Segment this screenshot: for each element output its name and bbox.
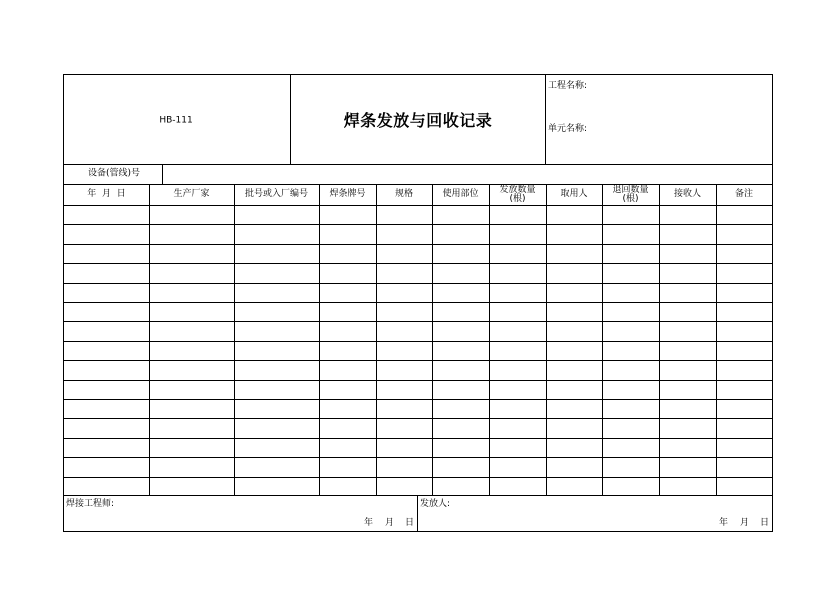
form-title: 焊条发放与回收记录: [343, 111, 493, 130]
table-cell[interactable]: [320, 264, 375, 281]
column-header: [319, 184, 376, 205]
table-cell[interactable]: [547, 381, 601, 398]
unit-name-label: 单元名称:: [548, 124, 588, 134]
table-cell[interactable]: [235, 419, 318, 436]
table-cell[interactable]: [320, 361, 375, 378]
project-name-label: 工程名称:: [548, 81, 588, 91]
table-cell[interactable]: [490, 419, 545, 436]
table-cell[interactable]: [65, 245, 148, 262]
table-cell[interactable]: [320, 284, 375, 301]
table-cell[interactable]: [433, 419, 488, 436]
table-cell[interactable]: [660, 303, 715, 320]
table-cell[interactable]: [490, 225, 545, 242]
table-cell[interactable]: [717, 225, 771, 242]
table-cell[interactable]: [65, 284, 148, 301]
table-cell[interactable]: [235, 245, 318, 262]
engineer-month-label: 月: [385, 518, 395, 528]
column-header: [376, 184, 432, 205]
table-cell[interactable]: [603, 400, 658, 417]
table-cell[interactable]: [150, 264, 233, 281]
table-cell[interactable]: [490, 342, 545, 359]
table-cell[interactable]: [65, 322, 148, 339]
table-cell[interactable]: [377, 206, 431, 223]
table-cell[interactable]: [490, 245, 545, 262]
table-cell[interactable]: [547, 322, 601, 339]
table-cell[interactable]: [377, 303, 431, 320]
table-cell[interactable]: [320, 225, 375, 242]
table-cell[interactable]: [377, 264, 431, 281]
table-cell[interactable]: [547, 419, 601, 436]
table-cell[interactable]: [660, 381, 715, 398]
table-cell[interactable]: [235, 303, 318, 320]
engineer-year-label: 年: [364, 518, 374, 528]
table-cell[interactable]: [660, 361, 715, 378]
table-cell[interactable]: [603, 303, 658, 320]
table-cell[interactable]: [603, 439, 658, 456]
table-cell[interactable]: [150, 400, 233, 417]
column-header: [489, 184, 546, 205]
table-cell[interactable]: [660, 206, 715, 223]
table-cell[interactable]: [603, 478, 658, 495]
equipment-number-label: 设备(管线)号: [87, 168, 141, 179]
table-cell[interactable]: [717, 303, 771, 320]
table-cell[interactable]: [235, 206, 318, 223]
table-cell[interactable]: [433, 478, 488, 495]
issuer-year-label: 年: [719, 518, 729, 528]
table-cell[interactable]: [150, 361, 233, 378]
table-cell[interactable]: [660, 264, 715, 281]
table-cell[interactable]: [320, 419, 375, 436]
table-cell[interactable]: [377, 361, 431, 378]
table-cell[interactable]: [433, 206, 488, 223]
table-cell[interactable]: [547, 206, 601, 223]
table-cell[interactable]: [235, 381, 318, 398]
table-cell[interactable]: [377, 419, 431, 436]
table-cell[interactable]: [235, 225, 318, 242]
table-cell[interactable]: [235, 342, 318, 359]
table-cell[interactable]: [320, 439, 375, 456]
column-header: [716, 184, 772, 205]
table-cell[interactable]: [603, 342, 658, 359]
table-cell[interactable]: [660, 245, 715, 262]
column-header-label: 发放数量: [499, 184, 536, 195]
table-cell[interactable]: [65, 206, 148, 223]
table-cell[interactable]: [547, 361, 601, 378]
table-cell[interactable]: [433, 439, 488, 456]
table-cell[interactable]: [717, 439, 771, 456]
table-cell[interactable]: [235, 400, 318, 417]
table-cell[interactable]: [433, 381, 488, 398]
table-cell[interactable]: [235, 284, 318, 301]
table-cell[interactable]: [717, 361, 771, 378]
issuer-day-label: 日: [760, 518, 770, 528]
table-cell[interactable]: [320, 206, 375, 223]
column-header-label: 接收人: [673, 189, 701, 199]
table-cell[interactable]: [490, 478, 545, 495]
table-cell[interactable]: [320, 478, 375, 495]
table-cell[interactable]: [603, 322, 658, 339]
column-header: [149, 184, 234, 205]
table-cell[interactable]: [320, 458, 375, 475]
table-cell[interactable]: [490, 400, 545, 417]
table-cell[interactable]: [547, 284, 601, 301]
footer-top: [64, 495, 772, 496]
form-code: HB-111: [159, 115, 193, 126]
table-cell[interactable]: [65, 264, 148, 281]
table-cell[interactable]: [320, 342, 375, 359]
table-cell[interactable]: [660, 225, 715, 242]
table-cell[interactable]: [490, 264, 545, 281]
table-cell[interactable]: [547, 342, 601, 359]
column-header: [432, 184, 489, 205]
engineer-day-label: 日: [405, 518, 415, 528]
table-cell[interactable]: [433, 245, 488, 262]
table-cell[interactable]: [150, 206, 233, 223]
table-cell[interactable]: [235, 478, 318, 495]
table-cell[interactable]: [377, 342, 431, 359]
table-cell[interactable]: [150, 322, 233, 339]
table-cell[interactable]: [603, 458, 658, 475]
table-cell[interactable]: [150, 419, 233, 436]
column-header-label: 备注: [734, 189, 753, 199]
table-cell[interactable]: [660, 458, 715, 475]
column-header: [602, 184, 659, 205]
table-cell[interactable]: [65, 419, 148, 436]
table-cell[interactable]: [320, 381, 375, 398]
table-cell[interactable]: [547, 400, 601, 417]
table-cell[interactable]: [320, 303, 375, 320]
table-cell[interactable]: [150, 303, 233, 320]
table-cell[interactable]: [547, 439, 601, 456]
column-header-unit: (根): [509, 193, 526, 204]
column-header: [234, 184, 319, 205]
table-cell[interactable]: [603, 419, 658, 436]
column-header-unit: (根): [622, 193, 639, 204]
table-cell[interactable]: [150, 381, 233, 398]
table-cell[interactable]: [660, 342, 715, 359]
table-cell[interactable]: [547, 245, 601, 262]
table-cell[interactable]: [490, 284, 545, 301]
table-cell[interactable]: [490, 206, 545, 223]
table-cell[interactable]: [547, 225, 601, 242]
table-cell[interactable]: [235, 264, 318, 281]
table-cell[interactable]: [603, 245, 658, 262]
table-cell[interactable]: [377, 284, 431, 301]
table-cell[interactable]: [235, 458, 318, 475]
welding-engineer-label: 焊接工程师:: [66, 499, 115, 509]
header-divider-2: [545, 75, 546, 164]
table-cell[interactable]: [717, 478, 771, 495]
table-cell[interactable]: [490, 303, 545, 320]
table-cell[interactable]: [433, 264, 488, 281]
table-cell[interactable]: [547, 458, 601, 475]
table-cell[interactable]: [433, 458, 488, 475]
table-cell[interactable]: [660, 439, 715, 456]
table-cell[interactable]: [660, 322, 715, 339]
table-cell[interactable]: [150, 439, 233, 456]
table-cell[interactable]: [490, 381, 545, 398]
table-cell[interactable]: [65, 303, 148, 320]
column-header-label: 批号或入厂编号: [244, 189, 308, 199]
table-cell[interactable]: [717, 400, 771, 417]
table-cell[interactable]: [377, 225, 431, 242]
table-cell[interactable]: [490, 439, 545, 456]
form-sheet: [63, 74, 773, 532]
table-cell[interactable]: [717, 419, 771, 436]
column-header-label: 取用人: [560, 189, 588, 199]
table-cell[interactable]: [717, 264, 771, 281]
table-cell[interactable]: [660, 284, 715, 301]
column-header: [659, 184, 716, 205]
issuer-label: 发放人:: [420, 499, 451, 509]
table-cell[interactable]: [433, 400, 488, 417]
table-cell[interactable]: [150, 478, 233, 495]
table-cell[interactable]: [717, 458, 771, 475]
table-cell[interactable]: [490, 458, 545, 475]
table-cell[interactable]: [433, 303, 488, 320]
table-cell[interactable]: [433, 342, 488, 359]
table-cell[interactable]: [717, 206, 771, 223]
table-cell[interactable]: [603, 264, 658, 281]
table-cell[interactable]: [377, 381, 431, 398]
table-cell[interactable]: [717, 284, 771, 301]
column-header-label: 年 月 日: [87, 189, 126, 199]
table-cell[interactable]: [65, 225, 148, 242]
table-cell[interactable]: [235, 322, 318, 339]
table-cell[interactable]: [603, 225, 658, 242]
table-cell[interactable]: [65, 400, 148, 417]
table-cell[interactable]: [65, 439, 148, 456]
table-cell[interactable]: [65, 458, 148, 475]
issuer-month-label: 月: [740, 518, 750, 528]
table-cell[interactable]: [490, 361, 545, 378]
table-cell[interactable]: [603, 284, 658, 301]
table-cell[interactable]: [490, 322, 545, 339]
footer-divider: [417, 495, 418, 532]
table-cell[interactable]: [235, 361, 318, 378]
table-cell[interactable]: [150, 458, 233, 475]
column-header-label: 使用部位: [442, 189, 479, 199]
table-cell[interactable]: [717, 342, 771, 359]
header-divider-1: [290, 75, 291, 164]
table-cell[interactable]: [377, 458, 431, 475]
table-cell[interactable]: [65, 342, 148, 359]
table-cell[interactable]: [235, 439, 318, 456]
table-cell[interactable]: [150, 342, 233, 359]
table-cell[interactable]: [547, 303, 601, 320]
table-cell[interactable]: [65, 361, 148, 378]
table-cell[interactable]: [547, 478, 601, 495]
table-cell[interactable]: [660, 478, 715, 495]
equipment-number-field[interactable]: [163, 165, 771, 183]
column-header-label: 焊条牌号: [329, 189, 366, 199]
column-header: [546, 184, 602, 205]
table-cell[interactable]: [377, 400, 431, 417]
table-cell[interactable]: [433, 322, 488, 339]
table-cell[interactable]: [150, 245, 233, 262]
table-cell[interactable]: [150, 284, 233, 301]
table-cell[interactable]: [660, 419, 715, 436]
column-header-label: 退回数量: [612, 184, 649, 195]
column-header: [64, 184, 149, 205]
table-cell[interactable]: [547, 264, 601, 281]
table-cell[interactable]: [433, 225, 488, 242]
table-cell[interactable]: [717, 381, 771, 398]
table-cell[interactable]: [433, 284, 488, 301]
table-cell[interactable]: [320, 245, 375, 262]
table-cell[interactable]: [603, 361, 658, 378]
table-cell[interactable]: [377, 439, 431, 456]
table-cell[interactable]: [603, 381, 658, 398]
table-cell[interactable]: [717, 245, 771, 262]
table-cell[interactable]: [65, 478, 148, 495]
column-header-label: 规格: [394, 189, 413, 199]
table-cell[interactable]: [150, 225, 233, 242]
table-cell[interactable]: [377, 245, 431, 262]
table-cell[interactable]: [320, 400, 375, 417]
table-cell[interactable]: [433, 361, 488, 378]
table-cell[interactable]: [717, 322, 771, 339]
column-header-label: 生产厂家: [173, 189, 210, 199]
table-cell[interactable]: [65, 381, 148, 398]
table-cell[interactable]: [320, 322, 375, 339]
table-cell[interactable]: [377, 478, 431, 495]
table-cell[interactable]: [660, 400, 715, 417]
table-cell[interactable]: [377, 322, 431, 339]
table-cell[interactable]: [603, 206, 658, 223]
